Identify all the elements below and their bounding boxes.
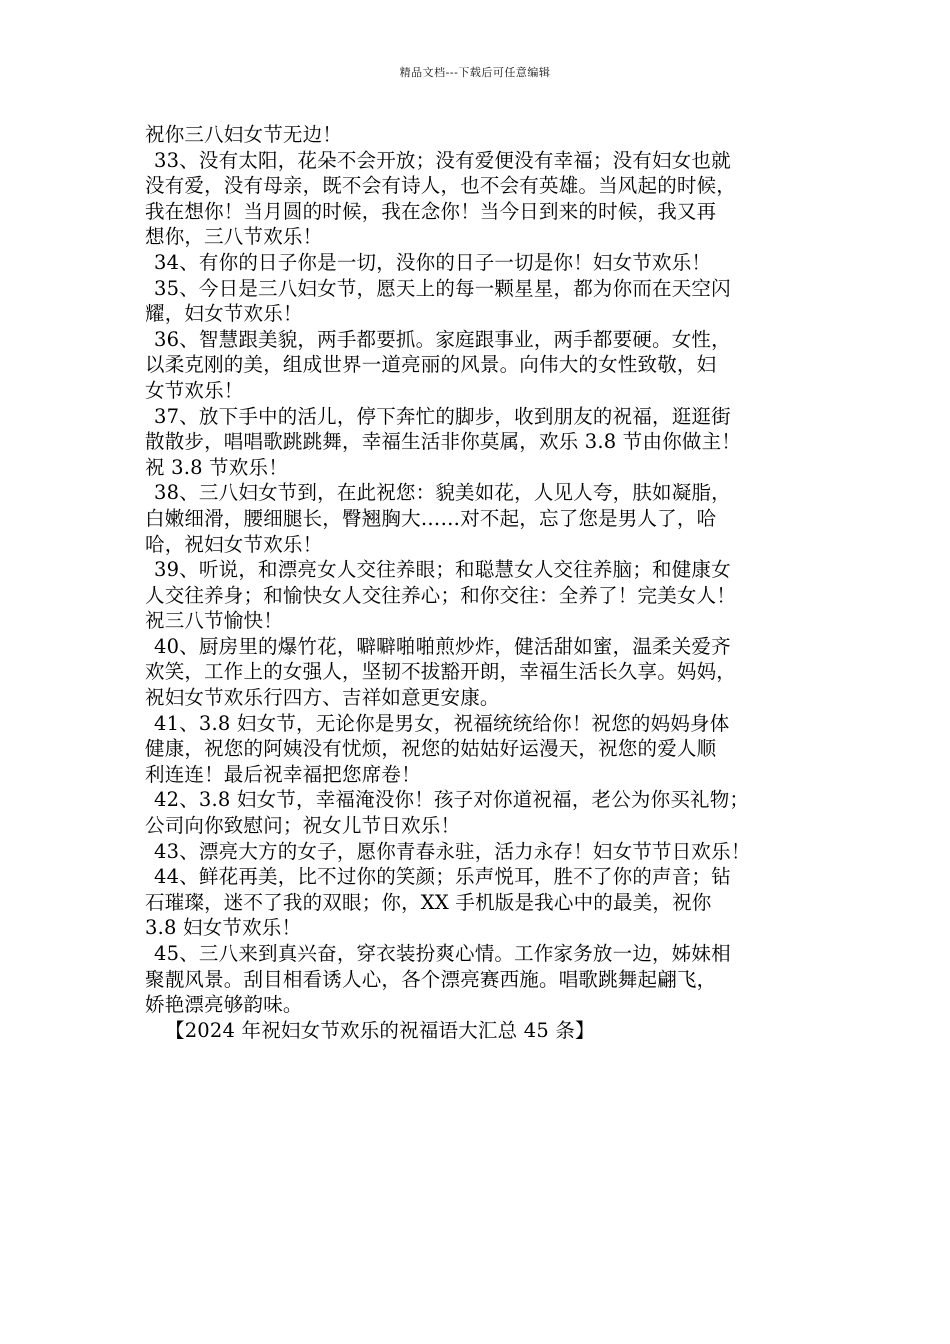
paragraph-line: 42、3.8 妇女节，幸福淹没你！孩子对你道祝福，老公为你买礼物； — [154, 788, 750, 812]
paragraph-line: 39、听说，和漂亮女人交往养眼；和聪慧女人交往养脑；和健康女 — [154, 558, 731, 582]
paragraph-line: 没有爱，没有母亲，既不会有诗人，也不会有英雄。当风起的时候， — [145, 174, 737, 198]
paragraph-38 — [145, 480, 825, 557]
paragraph-40 — [145, 634, 825, 711]
paragraph-line: 祝 3.8 节欢乐！ — [145, 455, 288, 479]
paragraph-41 — [145, 711, 825, 788]
paragraph-line: 34、有你的日子你是一切，没你的日子一切是你！妇女节欢乐！ — [154, 250, 712, 274]
paragraph-line: 白嫩细滑，腰细腿长，臀翘胸大……对不起，忘了您是男人了，哈 — [145, 506, 717, 530]
paragraph-43 — [145, 839, 825, 865]
paragraph-line: 健康，祝您的阿姨没有忧烦，祝您的姑姑好运漫天，祝您的爱人顺 — [145, 737, 717, 761]
paragraph-34 — [145, 250, 825, 276]
paragraph-line: 祝妇女节欢乐行四方、吉祥如意更安康。 — [145, 686, 500, 710]
paragraph-line: 以柔克刚的美，组成世界一道亮丽的风景。向伟大的女性致敬，妇 — [145, 353, 717, 377]
paragraph-line: 40、厨房里的爆竹花，噼噼啪啪煎炒炸，健活甜如蜜，温柔关爱齐 — [154, 634, 731, 658]
paragraph-line: 祝三八节愉快！ — [145, 609, 283, 633]
paragraph-line: 利连连！最后祝幸福把您席卷！ — [145, 762, 421, 786]
paragraph-42 — [145, 787, 825, 838]
paragraph-line: 37、放下手中的活儿，停下奔忙的脚步，收到朋友的祝福，逛逛街 — [154, 404, 731, 428]
paragraph-line: 欢笑，工作上的女强人，坚韧不拔豁开朗，幸福生活长久享。妈妈， — [145, 660, 737, 684]
paragraph-line: 人交往养身；和愉快女人交往养心；和你交往：全养了！完美女人！ — [145, 583, 737, 607]
paragraph-32-tail — [145, 122, 825, 148]
paragraph-line: 44、鲜花再美，比不过你的笑颜；乐声悦耳，胜不了你的声音；钻 — [154, 865, 731, 889]
paragraph-line: 33、没有太阳，花朵不会开放；没有爱便没有幸福；没有妇女也就 — [154, 148, 731, 172]
closing-title: 【2024 年祝妇女节欢乐的祝福语大汇总 45 条】 — [165, 1018, 595, 1042]
paragraph-line: 41、3.8 妇女节，无论你是男女，祝福统统给你！祝您的妈妈身体 — [154, 711, 730, 735]
paragraph-line: 35、今日是三八妇女节，愿天上的每一颗星星，都为你而在天空闪 — [154, 276, 731, 300]
paragraph-line: 哈，祝妇女节欢乐！ — [145, 532, 323, 556]
paragraph-line: 36、智慧跟美貌，两手都要抓。家庭跟事业，两手都要硬。女性， — [154, 327, 731, 351]
paragraph-line: 我在想你！当月圆的时候，我在念你！当今日到来的时候，我又再 — [145, 199, 717, 223]
paragraph-line: 女节欢乐！ — [145, 378, 244, 402]
paragraph-45 — [145, 941, 825, 1018]
paragraph-39 — [145, 557, 825, 634]
paragraph-line: 散散步，唱唱歌跳跳舞，幸福生活非你莫属，欢乐 3.8 节由你做主！ — [145, 430, 742, 454]
paragraph-line: 3.8 妇女节欢乐！ — [145, 916, 302, 940]
paragraph-33 — [145, 148, 825, 250]
paragraph-line: 娇艳漂亮够韵味。 — [145, 993, 303, 1017]
paragraph-line: 45、三八来到真兴奋，穿衣装扮爽心情。工作家务放一边，姊妹相 — [154, 942, 731, 965]
paragraph-line: 想你，三八节欢乐！ — [145, 225, 323, 249]
page-header: 精品文档---下载后可任意编辑 — [399, 66, 551, 79]
document-body — [145, 122, 825, 1043]
paragraph-35 — [145, 276, 825, 327]
paragraph-37 — [145, 404, 825, 481]
paragraph-line: 石璀璨，迷不了我的双眼；你，XX 手机版是我心中的最美，祝你 — [145, 890, 712, 914]
paragraph-line: 聚靓风景。刮目相看诱人心，各个漂亮赛西施。唱歌跳舞起翩飞， — [145, 967, 717, 991]
paragraph-line: 祝你三八妇女节无边！ — [145, 123, 343, 146]
closing-section — [145, 1018, 825, 1044]
paragraph-44 — [145, 864, 825, 941]
paragraph-36 — [145, 327, 825, 404]
paragraph-line: 耀，妇女节欢乐！ — [145, 302, 303, 326]
paragraph-line: 38、三八妇女节到，在此祝您：貌美如花，人见人夸，肤如凝脂， — [154, 481, 731, 505]
paragraph-line: 43、漂亮大方的女子，愿你青春永驻，活力永存！妇女节节日欢乐！ — [154, 839, 751, 863]
paragraph-line: 公司向你致慰问；祝女儿节日欢乐！ — [145, 814, 461, 838]
